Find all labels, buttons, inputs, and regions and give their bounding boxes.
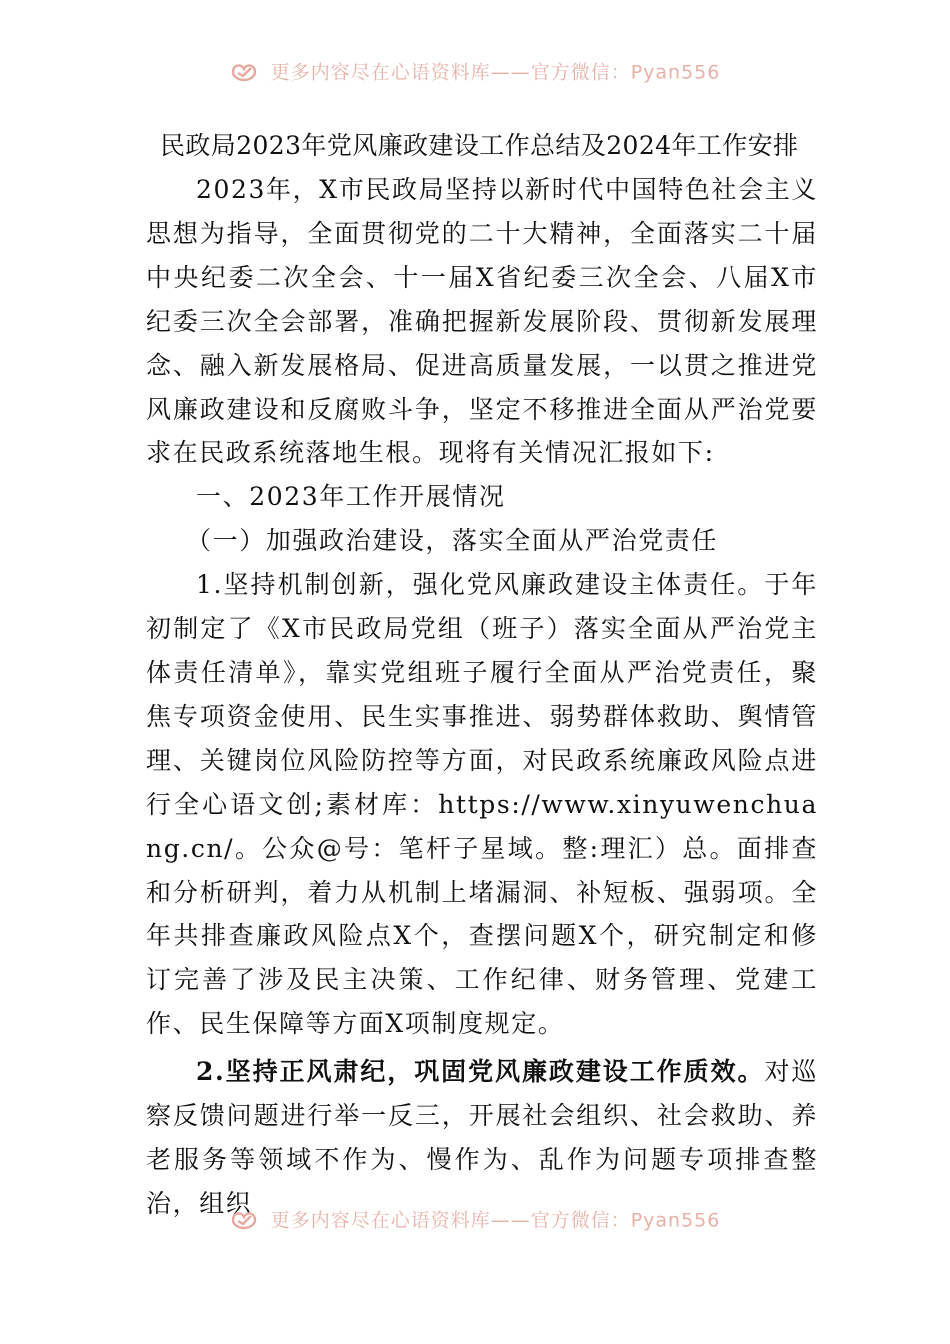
item-2-text: 对巡察反馈问题进行举一反三，开展社会组织、社会救助、养老服务等领域不作为、慢作为、乱作为问题专项排查整治，组织 <box>146 1057 818 1218</box>
document-body <box>146 124 818 1226</box>
watermark-footer <box>0 1208 950 1234</box>
subsection-heading: （一）加强政治建设，落实全面从严治党责任 <box>186 526 719 556</box>
watermark-header <box>0 60 950 86</box>
item-2-paragraph <box>146 1050 818 1226</box>
item-1-paragraph: 1.坚持机制创新，强化党风廉政建设主体责任。于年初制定了《X市民政局党组（班子）落实全面从严治党主体责任清单》，靠实党组班子履行全面从严治党责任，聚焦专项资金使用、民生实事推进、弱势群体救助、舆情管理、关键岗位风险防控等方面，对民政系统廉政风险点进行全心语文创;素材库：https://www.xinyuwenchuang.cn/。公众@号：笔杆子星域。整:理汇）总。面排查和分析研判，着力从机制上堵漏洞、补短板、强弱项。全年共排查廉政风险点X个，查摆问题X个，研究制定和修订完善了涉及民主决策、工作纪律、财务管理、党建工作、民生保障等方面X项制度规定。 <box>146 570 818 1039</box>
item-2-lead: 2.坚持正风肃纪，巩固党风廉政建设工作质效。 <box>196 1057 765 1087</box>
section-heading: 一、2023年工作开展情况 <box>196 482 506 512</box>
document-title: 民政局2023年党风廉政建设工作总结及2024年工作安排 <box>160 131 799 160</box>
intro-paragraph: 2023年，X市民政局坚持以新时代中国特色社会主义思想为指导，全面贯彻党的二十大精神，全面落实二十届中央纪委二次全会、十一届X省纪委三次全会、八届X市纪委三次全会部署，准确把握新发展阶段、贯彻新发展理念、融入新发展格局、促进高质量发展，一以贯之推进党风廉政建设和反腐败斗争，坚定不移推进全面从严治党要求在民政系统落地生根。现将有关情况汇报如下: <box>146 175 818 468</box>
watermark-text: 更多内容尽在心语资料库——官方微信：Pyan556 <box>270 1209 721 1232</box>
brand-logo-icon <box>230 1208 258 1234</box>
brand-logo-icon <box>230 60 258 86</box>
watermark-text: 更多内容尽在心语资料库——官方微信：Pyan556 <box>270 61 721 84</box>
